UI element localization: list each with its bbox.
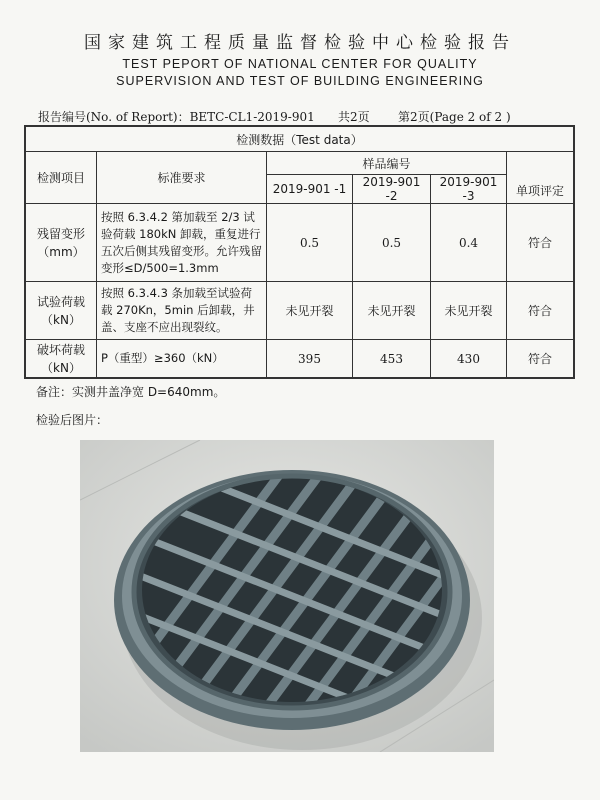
report-title-en-line1: TEST PEPORT OF NATIONAL CENTER FOR QUALITY bbox=[122, 57, 478, 71]
row-verdict: 符合 bbox=[507, 282, 574, 340]
header-sample-1: 2019-901 -1 bbox=[267, 175, 353, 204]
table-row bbox=[26, 204, 574, 282]
row-item-name: 试验荷载 bbox=[36, 294, 85, 309]
row-verdict: 符合 bbox=[507, 204, 574, 282]
row-item-unit: （kN） bbox=[41, 360, 81, 375]
row-requirement: P（重型）≥360（kN） bbox=[97, 340, 267, 378]
header-sample-3: 2019-901 -3 bbox=[431, 175, 507, 204]
remarks: 备注：实测井盖净宽 D=640mm。 bbox=[36, 385, 226, 399]
photo-label: 检验后图片： bbox=[36, 413, 109, 427]
manhole-cover-image bbox=[80, 440, 494, 752]
row-item bbox=[26, 340, 97, 378]
row-requirement: 按照 6.3.4.2 第加载至 2/3 试验荷载 180kN 卸载，重复进行五次后侧其残留变形。允许残留变形≤D/500=1.3mm bbox=[97, 204, 267, 282]
report-number: 报告编号(No. of Report)：BETC-CL1-2019-901 bbox=[38, 110, 315, 124]
test-data-table-wrapper bbox=[24, 125, 575, 379]
row-value-2: 453 bbox=[353, 340, 431, 378]
row-item bbox=[26, 282, 97, 340]
header-sample-2: 2019-901 -2 bbox=[353, 175, 431, 204]
row-value-3: 0.4 bbox=[431, 204, 507, 282]
row-value-3: 未见开裂 bbox=[431, 282, 507, 340]
table-row bbox=[26, 340, 574, 378]
row-value-2: 未见开裂 bbox=[353, 282, 431, 340]
row-verdict: 符合 bbox=[507, 340, 574, 378]
total-pages: 共2页 bbox=[338, 110, 370, 124]
row-requirement: 按照 6.3.4.3 条加载至试验荷载 270Kn，5min 后卸载，井盖、支座不应出现裂纹。 bbox=[97, 282, 267, 340]
page-info: 第2页(Page 2 of 2 ) bbox=[398, 110, 511, 124]
row-item-name: 破坏荷载 bbox=[36, 342, 85, 357]
row-value-1: 未见开裂 bbox=[267, 282, 353, 340]
header-sample-group: 样品编号 bbox=[267, 152, 507, 175]
test-data-table bbox=[25, 126, 574, 378]
test-photo bbox=[80, 440, 494, 752]
header-verdict: 单项评定 bbox=[515, 184, 564, 198]
row-value-1: 0.5 bbox=[267, 204, 353, 282]
table-caption: 检测数据（Test data） bbox=[26, 127, 574, 152]
table-row bbox=[26, 282, 574, 340]
row-item-unit: （mm） bbox=[37, 244, 85, 259]
row-item-unit: （kN） bbox=[41, 312, 81, 327]
row-value-3: 430 bbox=[431, 340, 507, 378]
row-item-name: 残留变形 bbox=[36, 226, 85, 241]
row-item bbox=[26, 204, 97, 282]
header-standard: 标准要求 bbox=[97, 152, 267, 204]
header-item: 检测项目 bbox=[26, 152, 97, 204]
report-title-en-line2: SUPERVISION AND TEST OF BUILDING ENGINEERING bbox=[116, 74, 484, 88]
report-title-cn: 国家建筑工程质量监督检验中心检验报告 bbox=[84, 33, 516, 53]
row-value-2: 0.5 bbox=[353, 204, 431, 282]
row-value-1: 395 bbox=[267, 340, 353, 378]
report-info-line bbox=[38, 108, 568, 125]
